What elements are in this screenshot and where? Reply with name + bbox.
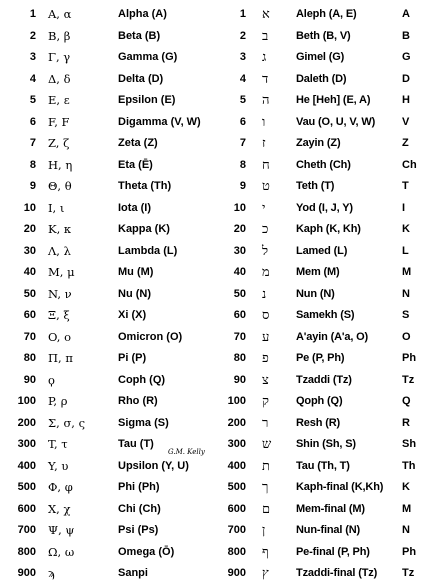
table-row <box>6 241 430 263</box>
hebrew-letter: א <box>262 7 270 22</box>
hebrew-number: 400 <box>227 459 246 472</box>
table-rows <box>6 4 430 585</box>
greek-number: 70 <box>23 330 36 343</box>
hebrew-number: 50 <box>233 287 246 300</box>
greek-number: 60 <box>23 309 36 321</box>
hebrew-transliteration: B <box>402 29 410 42</box>
hebrew-transliteration: Ch <box>402 158 417 171</box>
hebrew-letter: י <box>262 200 266 216</box>
hebrew-transliteration: M <box>402 266 412 278</box>
hebrew-number: 6 <box>239 115 246 128</box>
hebrew-transliteration: D <box>402 72 410 85</box>
greek-number: 800 <box>17 545 36 558</box>
hebrew-transliteration: Q <box>402 395 411 407</box>
hebrew-number: 900 <box>227 567 246 579</box>
greek-number: 40 <box>23 266 36 278</box>
greek-letter: Λ, λ <box>48 243 71 258</box>
table-row <box>6 90 430 112</box>
hebrew-transliteration: Sh <box>402 438 417 450</box>
hebrew-name: Aleph (A, E) <box>296 8 357 20</box>
greek-name: Digamma (V, W) <box>118 115 201 128</box>
greek-number: 400 <box>17 459 36 472</box>
greek-number: 10 <box>23 201 36 214</box>
table-row <box>6 112 430 134</box>
hebrew-letter: ח <box>262 157 270 173</box>
greek-number: 600 <box>17 502 36 515</box>
greek-name: Sigma (S) <box>118 416 169 429</box>
hebrew-name: Cheth (Ch) <box>296 158 351 171</box>
hebrew-number: 70 <box>233 330 246 343</box>
hebrew-letter: ק <box>262 394 269 409</box>
hebrew-transliteration: M <box>402 502 412 515</box>
greek-number: 7 <box>29 137 36 149</box>
hebrew-transliteration: T <box>402 180 409 192</box>
greek-letter: Γ, γ <box>48 50 71 64</box>
hebrew-transliteration: N <box>402 524 410 536</box>
hebrew-name: Samekh (S) <box>296 309 355 321</box>
hebrew-transliteration: Ph <box>402 545 417 558</box>
greek-number: 90 <box>23 373 36 386</box>
table-row <box>6 69 430 91</box>
alphabet-table <box>6 4 430 585</box>
hebrew-transliteration: H <box>402 94 410 106</box>
table-row <box>6 262 430 284</box>
greek-number: 100 <box>17 395 36 407</box>
greek-letter: Ξ, ξ <box>48 308 70 322</box>
hebrew-name: Zayin (Z) <box>296 137 341 149</box>
hebrew-letter: ף <box>262 544 269 560</box>
greek-number: 30 <box>23 244 36 257</box>
greek-number: 5 <box>29 94 36 106</box>
hebrew-name: Pe-final (P, Ph) <box>296 545 370 558</box>
greek-name: Theta (Th) <box>118 180 172 192</box>
greek-name: Eta (Ē) <box>118 158 153 171</box>
hebrew-number: 1 <box>239 8 246 20</box>
hebrew-transliteration: N <box>402 287 410 300</box>
hebrew-number: 500 <box>227 481 246 493</box>
greek-letter: ϙ <box>48 372 55 387</box>
hebrew-name: Resh (R) <box>296 416 341 429</box>
table-row <box>6 305 430 327</box>
hebrew-transliteration: I <box>402 201 406 214</box>
greek-letter: F, F <box>48 114 70 129</box>
greek-number: 4 <box>29 72 36 85</box>
hebrew-transliteration: Tz <box>402 567 415 579</box>
hebrew-name: Tzaddi-final (Tz) <box>296 567 378 579</box>
greek-name: Rho (R) <box>118 395 158 407</box>
greek-letter: Ψ, ψ <box>48 523 75 537</box>
greek-letter: P, ρ <box>48 394 68 408</box>
table-row <box>6 477 430 499</box>
greek-letter: Σ, σ, ς <box>48 415 86 430</box>
hebrew-transliteration: Z <box>402 137 409 149</box>
hebrew-letter: ל <box>262 243 269 259</box>
hebrew-number: 5 <box>239 94 246 106</box>
hebrew-transliteration: Th <box>402 459 416 472</box>
table-row <box>6 499 430 521</box>
hebrew-transliteration: V <box>402 115 410 128</box>
hebrew-letter: כ <box>262 222 269 237</box>
greek-name: Coph (Q) <box>118 373 166 386</box>
table-row <box>6 413 430 435</box>
greek-letter: ϡ <box>48 566 55 580</box>
hebrew-letter: ג <box>262 50 267 65</box>
hebrew-number: 40 <box>233 266 246 278</box>
greek-name: Upsilon (Y, U) <box>118 459 189 472</box>
greek-number: 20 <box>23 223 36 235</box>
signature: G.M. Kelly <box>168 448 205 456</box>
greek-number: 2 <box>29 29 36 42</box>
hebrew-name: Teth (T) <box>296 180 335 192</box>
table-row <box>6 520 430 542</box>
hebrew-letter: ס <box>262 308 270 323</box>
table-row <box>6 155 430 177</box>
table-row <box>6 198 430 220</box>
hebrew-letter: ו <box>262 114 266 130</box>
table-row <box>6 47 430 69</box>
table-row <box>6 348 430 370</box>
greek-letter: X, χ <box>48 501 71 516</box>
greek-number: 300 <box>17 438 36 450</box>
hebrew-number: 3 <box>239 51 246 63</box>
greek-number: 9 <box>29 180 36 192</box>
greek-name: Phi (Ph) <box>118 481 160 493</box>
hebrew-name: Shin (Sh, S) <box>296 438 356 450</box>
hebrew-transliteration: S <box>402 309 410 321</box>
hebrew-transliteration: K <box>402 223 410 235</box>
greek-name: Psi (Ps) <box>118 524 159 536</box>
greek-letter: Δ, δ <box>48 71 71 86</box>
table-row <box>6 456 430 478</box>
hebrew-name: Mem-final (M) <box>296 502 365 515</box>
hebrew-number: 9 <box>239 180 246 192</box>
greek-letter: Φ, φ <box>48 480 73 494</box>
greek-name: Alpha (A) <box>118 8 167 20</box>
hebrew-transliteration: Tz <box>402 373 415 386</box>
greek-name: Zeta (Z) <box>118 137 158 149</box>
greek-name: Iota (I) <box>118 201 151 214</box>
hebrew-number: 80 <box>233 352 246 364</box>
greek-name: Gamma (G) <box>118 51 178 63</box>
greek-letter: A, α <box>48 7 72 21</box>
greek-name: Sanpi <box>118 567 148 579</box>
greek-number: 200 <box>17 416 36 429</box>
greek-number: 50 <box>23 287 36 300</box>
hebrew-letter: ץ <box>262 566 269 581</box>
greek-name: Pi (P) <box>118 352 147 364</box>
hebrew-number: 7 <box>239 137 246 149</box>
hebrew-letter: מ <box>262 265 270 280</box>
table-row <box>6 133 430 155</box>
hebrew-transliteration: A <box>402 8 410 20</box>
hebrew-letter: ב <box>262 28 269 44</box>
greek-letter: H, η <box>48 157 73 172</box>
greek-name: Delta (D) <box>118 72 164 85</box>
greek-number: 8 <box>29 158 36 171</box>
table-row <box>6 563 430 585</box>
hebrew-transliteration: Ph <box>402 352 417 364</box>
hebrew-name: Nun-final (N) <box>296 524 361 536</box>
greek-name: Tau (T) <box>118 438 154 450</box>
hebrew-number: 300 <box>227 438 246 450</box>
table-row <box>6 542 430 564</box>
table-row <box>6 284 430 306</box>
hebrew-number: 60 <box>233 309 246 321</box>
greek-letter: I, ι <box>48 200 65 215</box>
greek-letter: Π, π <box>48 351 73 365</box>
hebrew-number: 100 <box>227 395 246 407</box>
table-row <box>6 391 430 413</box>
hebrew-letter: ר <box>262 415 269 431</box>
table-row <box>6 176 430 198</box>
hebrew-name: Mem (M) <box>296 266 340 278</box>
greek-number: 700 <box>17 524 36 536</box>
hebrew-name: Yod (I, J, Y) <box>296 201 353 214</box>
hebrew-name: Tau (Th, T) <box>296 459 350 472</box>
hebrew-number: 10 <box>233 201 246 214</box>
greek-number: 500 <box>17 481 36 493</box>
greek-letter: E, ε <box>48 93 70 107</box>
hebrew-name: Gimel (G) <box>296 51 345 63</box>
hebrew-number: 800 <box>227 545 246 558</box>
greek-number: 6 <box>29 115 36 128</box>
hebrew-name: A'ayin (A'a, O) <box>296 330 369 343</box>
table-row <box>6 4 430 26</box>
greek-number: 80 <box>23 352 36 364</box>
hebrew-letter: ז <box>262 136 266 151</box>
hebrew-name: Kaph-final (K,Kh) <box>296 481 384 493</box>
hebrew-name: Pe (P, Ph) <box>296 352 345 364</box>
greek-name: Kappa (K) <box>118 223 170 235</box>
greek-letter: Z, ζ <box>48 136 70 150</box>
greek-letter: Y, υ <box>48 458 69 473</box>
greek-letter: M, μ <box>48 265 75 279</box>
hebrew-number: 2 <box>239 29 246 42</box>
hebrew-letter: ה <box>262 93 270 108</box>
hebrew-number: 600 <box>227 502 246 515</box>
greek-name: Mu (M) <box>118 266 154 278</box>
greek-name: Xi (X) <box>118 309 147 321</box>
hebrew-transliteration: G <box>402 51 411 63</box>
greek-letter: N, ν <box>48 286 72 301</box>
greek-name: Epsilon (E) <box>118 94 176 106</box>
greek-letter: B, β <box>48 28 71 43</box>
hebrew-number: 30 <box>233 244 246 257</box>
hebrew-name: Qoph (Q) <box>296 395 343 407</box>
hebrew-letter: ם <box>262 501 271 517</box>
hebrew-letter: ש <box>262 437 272 452</box>
hebrew-letter: פ <box>262 351 269 366</box>
greek-name: Nu (N) <box>118 287 151 300</box>
hebrew-name: Nun (N) <box>296 287 335 300</box>
hebrew-number: 700 <box>227 524 246 536</box>
greek-name: Lambda (L) <box>118 244 178 257</box>
hebrew-transliteration: K <box>402 481 410 493</box>
table-row <box>6 434 430 456</box>
hebrew-number: 8 <box>239 158 246 171</box>
greek-name: Chi (Ch) <box>118 502 161 515</box>
greek-name: Omega (Ō) <box>118 545 175 558</box>
hebrew-letter: ת <box>262 458 270 474</box>
hebrew-name: Kaph (K, Kh) <box>296 223 361 235</box>
hebrew-letter: ע <box>262 329 270 345</box>
greek-number: 1 <box>29 8 36 20</box>
hebrew-transliteration: R <box>402 416 410 429</box>
greek-name: Omicron (O) <box>118 330 183 343</box>
hebrew-letter: ן <box>262 523 266 538</box>
table-row <box>6 327 430 349</box>
greek-letter: K, κ <box>48 222 72 236</box>
hebrew-name: Beth (B, V) <box>296 29 351 42</box>
hebrew-name: Lamed (L) <box>296 244 348 257</box>
hebrew-name: Vau (O, U, V, W) <box>296 115 376 128</box>
greek-number: 3 <box>29 51 36 63</box>
greek-letter: O, ο <box>48 329 71 344</box>
hebrew-number: 20 <box>233 223 246 235</box>
hebrew-number: 200 <box>227 416 246 429</box>
hebrew-name: He [Heh] (E, A) <box>296 94 371 106</box>
hebrew-letter: ך <box>262 480 269 495</box>
hebrew-letter: ד <box>262 71 269 87</box>
greek-letter: T, τ <box>48 437 68 451</box>
hebrew-number: 4 <box>239 72 246 85</box>
table-row <box>6 26 430 48</box>
hebrew-number: 90 <box>233 373 246 386</box>
greek-number: 900 <box>17 567 36 579</box>
greek-letter: Ω, ω <box>48 544 75 559</box>
hebrew-letter: צ <box>262 372 269 388</box>
hebrew-letter: ט <box>262 179 270 194</box>
greek-letter: Θ, θ <box>48 179 72 193</box>
hebrew-name: Tzaddi (Tz) <box>296 373 352 386</box>
hebrew-transliteration: O <box>402 330 411 343</box>
table-row <box>6 219 430 241</box>
greek-name: Beta (B) <box>118 29 161 42</box>
hebrew-transliteration: L <box>402 244 409 257</box>
hebrew-name: Daleth (D) <box>296 72 347 85</box>
table-row <box>6 370 430 392</box>
hebrew-letter: נ <box>262 286 267 302</box>
